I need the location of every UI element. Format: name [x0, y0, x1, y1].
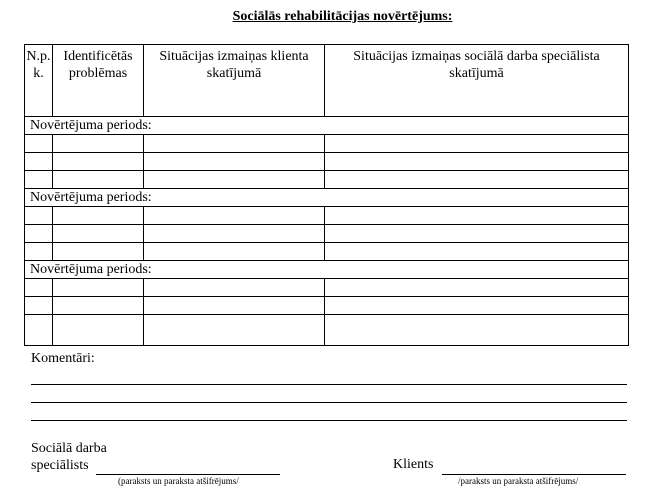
- specialist-signature-label: [31, 440, 107, 474]
- table-cell[interactable]: [144, 153, 325, 171]
- table-cell[interactable]: [325, 279, 629, 297]
- table-cell[interactable]: [53, 171, 144, 189]
- table-row: [25, 225, 629, 243]
- table-row: [25, 171, 629, 189]
- period-row: [25, 189, 629, 207]
- table-cell[interactable]: [325, 135, 629, 153]
- table-cell[interactable]: [144, 135, 325, 153]
- table-cell[interactable]: [53, 315, 144, 346]
- table-cell[interactable]: [25, 171, 53, 189]
- table-cell[interactable]: [53, 297, 144, 315]
- table-cell[interactable]: [25, 315, 53, 346]
- table-cell[interactable]: [325, 297, 629, 315]
- specialist-label-line2: speciālists: [31, 458, 89, 473]
- header-specialist-view: Situācijas izmaiņas sociālā darba speciālista skatījumā: [325, 45, 629, 117]
- table-cell[interactable]: [53, 153, 144, 171]
- specialist-label-line1: Sociālā darba: [31, 441, 107, 456]
- period-row: [25, 117, 629, 135]
- client-signature-hint: /paraksts un paraksta atšifrējums/: [458, 476, 579, 486]
- client-signature-line[interactable]: [442, 474, 626, 475]
- table-cell[interactable]: [53, 135, 144, 153]
- table-cell[interactable]: [53, 279, 144, 297]
- specialist-signature-line[interactable]: [96, 474, 280, 475]
- table-cell[interactable]: [25, 225, 53, 243]
- table-cell[interactable]: [144, 207, 325, 225]
- table-row: [25, 297, 629, 315]
- table-cell[interactable]: [53, 207, 144, 225]
- comment-line[interactable]: [31, 402, 627, 403]
- table-row: [25, 243, 629, 261]
- document-title: Sociālās rehabilitācijas novērtējums:: [232, 9, 453, 24]
- table-cell[interactable]: [144, 315, 325, 346]
- period-label: Novērtējuma periods:: [25, 117, 629, 135]
- comments-label: Komentāri:: [31, 351, 95, 366]
- header-identified-problems: Identificētās problēmas: [53, 45, 144, 117]
- assessment-table: [24, 44, 629, 346]
- header-number: N.p.k.: [25, 45, 53, 117]
- table-cell[interactable]: [325, 243, 629, 261]
- client-signature-label: Klients: [393, 457, 434, 472]
- table-cell[interactable]: [144, 171, 325, 189]
- period-label: Novērtējuma periods:: [25, 261, 629, 279]
- table-cell[interactable]: [53, 243, 144, 261]
- table-cell[interactable]: [325, 225, 629, 243]
- comment-line[interactable]: [31, 384, 627, 385]
- period-label: Novērtējuma periods:: [25, 189, 629, 207]
- table-cell[interactable]: [25, 207, 53, 225]
- table-cell[interactable]: [144, 279, 325, 297]
- table-cell[interactable]: [325, 315, 629, 346]
- header-client-view: Situācijas izmaiņas klienta skatījumā: [144, 45, 325, 117]
- table-row: [25, 207, 629, 225]
- table-header-row: [25, 45, 629, 117]
- comment-line[interactable]: [31, 420, 627, 421]
- table-cell[interactable]: [25, 297, 53, 315]
- table-cell[interactable]: [144, 225, 325, 243]
- table-cell[interactable]: [325, 207, 629, 225]
- table-cell[interactable]: [144, 297, 325, 315]
- table-cell[interactable]: [325, 171, 629, 189]
- specialist-signature-hint: (paraksts un paraksta atšifrējums/: [118, 476, 239, 486]
- period-row: [25, 261, 629, 279]
- table-cell[interactable]: [25, 279, 53, 297]
- table-row: [25, 279, 629, 297]
- table-cell[interactable]: [25, 135, 53, 153]
- table-cell[interactable]: [325, 153, 629, 171]
- table-row: [25, 153, 629, 171]
- table-cell[interactable]: [25, 153, 53, 171]
- table-cell[interactable]: [53, 225, 144, 243]
- table-cell[interactable]: [25, 243, 53, 261]
- table-cell[interactable]: [144, 243, 325, 261]
- table-row: [25, 315, 629, 346]
- table-row: [25, 135, 629, 153]
